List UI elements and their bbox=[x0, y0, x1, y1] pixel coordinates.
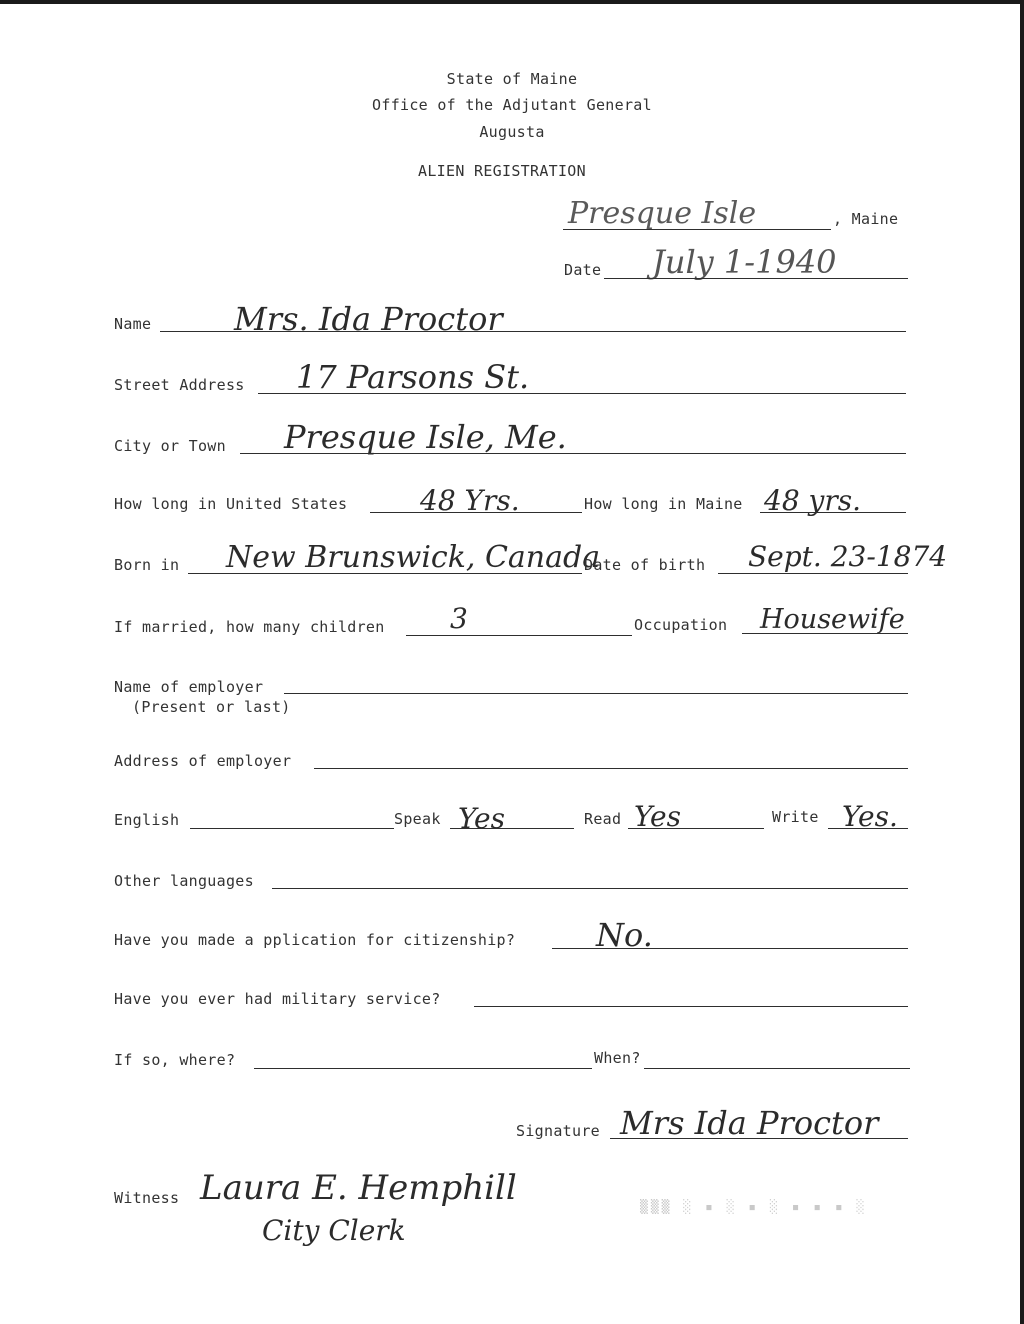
when-label: When? bbox=[594, 1049, 641, 1067]
citizenship-value: No. bbox=[596, 916, 653, 954]
occupation-line bbox=[742, 633, 908, 634]
employer-name-label: Name of employer bbox=[114, 678, 264, 696]
where-line bbox=[254, 1068, 592, 1069]
city-value: Presque Isle, Me. bbox=[284, 418, 567, 456]
speak-label: Speak bbox=[394, 810, 441, 828]
speak-line bbox=[450, 828, 574, 829]
dob-label: Date of birth bbox=[584, 556, 706, 574]
children-label: If married, how many children bbox=[114, 618, 385, 636]
signature-label: Signature bbox=[516, 1122, 600, 1140]
date-line bbox=[604, 278, 908, 279]
witness-title: City Clerk bbox=[262, 1214, 406, 1247]
english-line bbox=[190, 828, 394, 829]
header-state: State of Maine bbox=[446, 70, 578, 88]
name-label: Name bbox=[114, 315, 152, 333]
maine-duration-value: 48 yrs. bbox=[764, 484, 862, 517]
military-label: Have you ever had military service? bbox=[114, 990, 441, 1008]
children-value: 3 bbox=[450, 602, 468, 635]
header-office: Office of the Adjutant General bbox=[372, 96, 652, 114]
date-label: Date bbox=[564, 261, 602, 279]
write-label: Write bbox=[772, 808, 819, 826]
other-languages-label: Other languages bbox=[114, 872, 254, 890]
witness-label: Witness bbox=[114, 1189, 180, 1207]
us-duration-line bbox=[370, 512, 582, 513]
street-label: Street Address bbox=[114, 376, 245, 394]
city-label: City or Town bbox=[114, 437, 226, 455]
speak-value: Yes bbox=[458, 802, 505, 835]
faint-stamp-mark: ▒▒▒ ░ ▪ ░ ▪ ░ ▪ ▪ ▪ ░ bbox=[640, 1200, 868, 1215]
employer-name-line bbox=[284, 693, 908, 694]
city-line bbox=[240, 453, 906, 454]
read-line bbox=[628, 828, 764, 829]
street-line bbox=[258, 393, 906, 394]
employer-address-line bbox=[314, 768, 908, 769]
header-city: Augusta bbox=[479, 123, 545, 141]
employer-address-label: Address of employer bbox=[114, 752, 292, 770]
write-value: Yes. bbox=[842, 800, 898, 833]
signature-line bbox=[610, 1138, 908, 1139]
scan-edge-top bbox=[0, 0, 1024, 4]
english-label: English bbox=[114, 811, 180, 829]
write-line bbox=[828, 828, 908, 829]
witness-signature: Laura E. Hemphill bbox=[200, 1168, 517, 1208]
name-line bbox=[160, 331, 906, 332]
place-line bbox=[563, 229, 831, 230]
scan-edge-right bbox=[1020, 0, 1024, 1324]
date-value: July 1-1940 bbox=[652, 243, 837, 281]
maine-duration-line bbox=[760, 512, 906, 513]
street-value: 17 Parsons St. bbox=[296, 358, 530, 396]
citizenship-line bbox=[552, 948, 908, 949]
born-in-line bbox=[188, 573, 582, 574]
place-suffix: , Maine bbox=[833, 210, 899, 228]
children-line bbox=[406, 635, 632, 636]
citizenship-label: Have you made a pplication for citizenship? bbox=[114, 931, 516, 949]
read-label: Read bbox=[584, 810, 622, 828]
where-label: If so, where? bbox=[114, 1051, 236, 1069]
military-line bbox=[474, 1006, 908, 1007]
read-value: Yes bbox=[634, 800, 681, 833]
us-duration-value: 48 Yrs. bbox=[420, 484, 520, 517]
employer-name-sublabel: (Present or last) bbox=[132, 698, 291, 716]
signature-value: Mrs Ida Proctor bbox=[620, 1104, 879, 1142]
dob-value: Sept. 23-1874 bbox=[748, 540, 948, 573]
name-value: Mrs. Ida Proctor bbox=[234, 300, 503, 338]
occupation-label: Occupation bbox=[634, 616, 728, 634]
us-duration-label: How long in United States bbox=[114, 495, 348, 513]
born-in-label: Born in bbox=[114, 556, 180, 574]
form-title: ALIEN REGISTRATION bbox=[418, 162, 586, 180]
place-value: Presque Isle bbox=[568, 196, 757, 231]
occupation-value: Housewife bbox=[760, 604, 905, 635]
born-in-value: New Brunswick, Canada bbox=[226, 540, 601, 575]
when-line bbox=[644, 1068, 910, 1069]
dob-line bbox=[718, 573, 908, 574]
other-languages-line bbox=[272, 888, 908, 889]
maine-duration-label: How long in Maine bbox=[584, 495, 743, 513]
